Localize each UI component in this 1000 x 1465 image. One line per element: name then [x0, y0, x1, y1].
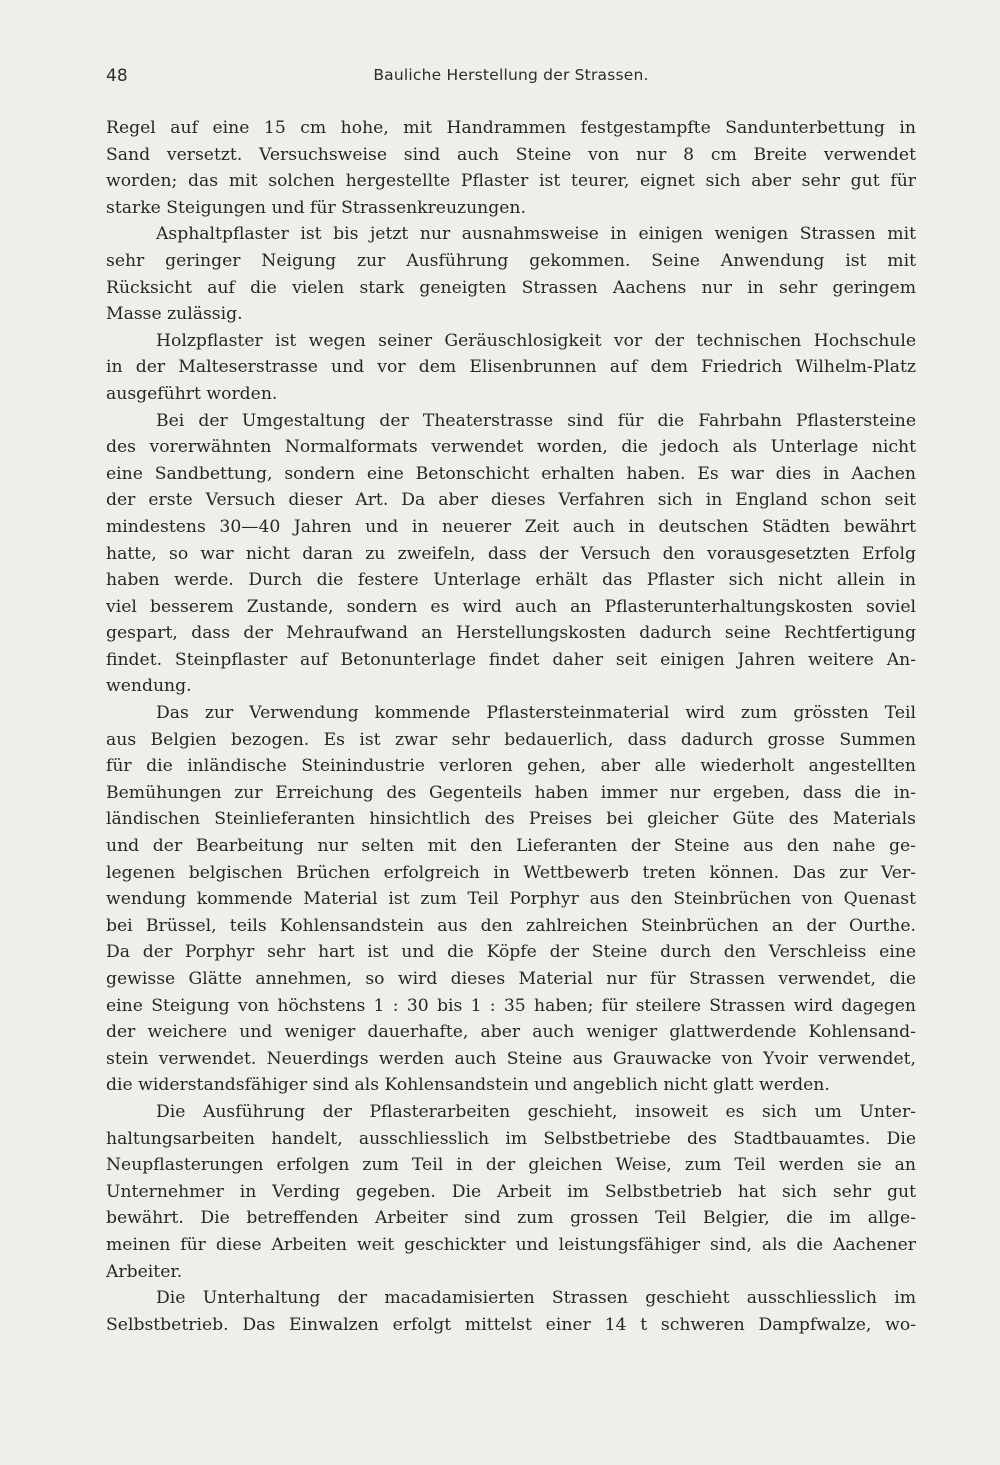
text-line: viel besserem Zustande, sondern es wird auch an Pflasterunterhaltungskosten soviel — [106, 596, 916, 617]
text-line: die widerstandsfähiger sind als Kohlensandstein und angeblich nicht glatt werden. — [106, 1075, 830, 1096]
text-line: Holzpflaster ist wegen seiner Geräuschlosigkeit vor der technischen Hochschule — [156, 330, 916, 351]
text-line: Die Ausführung der Pflasterarbeiten geschieht, insoweit es sich um Unter- — [156, 1101, 916, 1122]
text-line: des vorerwähnten Normalformats verwendet worden, die jedoch als Unterlage nicht — [106, 437, 916, 458]
text-line: legenen belgischen Brüchen erfolgreich in Wettbewerb treten können. Das zur Ver- — [106, 862, 916, 883]
text-line: Bei der Umgestaltung der Theaterstrasse sind für die Fahrbahn Pflastersteine — [156, 410, 916, 431]
text-line: Regel auf eine 15 cm hohe, mit Handrammen festgestampfte Sandunterbettung in — [106, 118, 916, 138]
text-line: Selbstbetrieb. Das Einwalzen erfolgt mittelst einer 14 t schweren Dampfwalze, wo- — [106, 1314, 916, 1335]
page-number: 48 — [106, 66, 128, 86]
running-head — [106, 66, 916, 92]
text-line: Die Unterhaltung der macadamisierten Strassen geschieht ausschliesslich im — [156, 1288, 916, 1309]
text-line: Das zur Verwendung kommende Pflastersteinmaterial wird zum grössten Teil — [156, 703, 916, 724]
text-line: haltungsarbeiten handelt, ausschliesslich im Selbstbetriebe des Stadtbauamtes. Die — [106, 1128, 916, 1149]
text-line: Sand versetzt. Versuchsweise sind auch Steine von nur 8 cm Breite verwendet — [106, 144, 916, 165]
running-title: Bauliche Herstellung der Strassen. — [373, 66, 649, 84]
text-line: für die inländische Steinindustrie verloren gehen, aber alle wiederholt angestellten — [106, 756, 916, 777]
text-line: Masse zulässig. — [106, 304, 243, 325]
text-line: der erste Versuch dieser Art. Da aber dieses Verfahren sich in England schon seit — [106, 490, 916, 511]
text-line: sehr geringer Neigung zur Ausführung gekommen. Seine Anwendung ist mit — [106, 250, 916, 271]
text-line: findet. Steinpflaster auf Betonunterlage findet daher seit einigen Jahren weitere An- — [106, 649, 916, 670]
text-line: bewährt. Die betreffenden Arbeiter sind zum grossen Teil Belgier, die im allge- — [106, 1208, 916, 1229]
text-line: hatte, so war nicht daran zu zweifeln, dass der Versuch den vorausgesetzten Erfolg — [106, 543, 916, 564]
text-line: Da der Porphyr sehr hart ist und die Köpfe der Steine durch den Verschleiss eine — [106, 942, 916, 963]
text-line: meinen für diese Arbeiten weit geschickter und leistungsfähiger sind, als die Aachener — [106, 1234, 916, 1255]
text-line: Unternehmer in Verding gegeben. Die Arbeit im Selbstbetrieb hat sich sehr gut — [106, 1181, 916, 1202]
text-line: Asphaltpflaster ist bis jetzt nur ausnahmsweise in einigen wenigen Strassen mit — [156, 224, 916, 245]
text-line: gespart, dass der Mehraufwand an Herstellungskosten dadurch seine Rechtfertigung — [106, 623, 916, 644]
text-line: starke Steigungen und für Strassenkreuzungen. — [106, 197, 526, 218]
text-line: haben werde. Durch die festere Unterlage erhält das Pflaster sich nicht allein in — [106, 570, 916, 591]
body-text — [106, 115, 916, 1338]
text-line: Arbeiter. — [106, 1261, 183, 1282]
text-line: eine Sandbettung, sondern eine Betonschicht erhalten haben. Es war dies in Aachen — [106, 463, 916, 484]
text-line: ländischen Steinlieferanten hinsichtlich des Preises bei gleicher Güte des Materials — [106, 809, 916, 830]
text-line: gewisse Glätte annehmen, so wird dieses Material nur für Strassen verwendet, die — [106, 969, 916, 989]
text-line: stein verwendet. Neuerdings werden auch Steine aus Grauwacke von Yvoir verwendet, — [106, 1048, 916, 1069]
text-line: Rücksicht auf die vielen stark geneigten Strassen Aachens nur in sehr geringem — [106, 277, 916, 298]
text-line: Neupflasterungen erfolgen zum Teil in der gleichen Weise, zum Teil werden sie an — [106, 1155, 916, 1176]
text-line: aus Belgien bezogen. Es ist zwar sehr bedauerlich, dass dadurch grosse Summen — [106, 729, 916, 750]
text-line: worden; das mit solchen hergestellte Pflaster ist teurer, eignet sich aber sehr gut für — [106, 171, 916, 192]
text-line: und der Bearbeitung nur selten mit den Lieferanten der Steine aus den nahe ge- — [106, 836, 916, 857]
text-line: in der Malteserstrasse und vor dem Elisenbrunnen auf dem Friedrich Wilhelm-Platz — [106, 357, 916, 378]
text-line: ausgeführt worden. — [106, 383, 278, 404]
text-line: Bemühungen zur Erreichung des Gegenteils haben immer nur ergeben, dass die in- — [106, 782, 916, 803]
text-line: wendung. — [106, 676, 192, 697]
text-line: eine Steigung von höchstens 1 : 30 bis 1 : 35 haben; für steilere Strassen wird dagegen — [106, 995, 916, 1016]
text-line: der weichere und weniger dauerhafte, aber auch weniger glattwerdende Kohlensand- — [106, 1022, 916, 1043]
text-line: wendung kommende Material ist zum Teil Porphyr aus den Steinbrüchen von Quenast — [106, 889, 916, 910]
text-line: mindestens 30—40 Jahren und in neuerer Zeit auch in deutschen Städten bewährt — [106, 516, 916, 537]
text-line: bei Brüssel, teils Kohlensandstein aus den zahlreichen Steinbrüchen an der Ourthe. — [106, 915, 916, 936]
